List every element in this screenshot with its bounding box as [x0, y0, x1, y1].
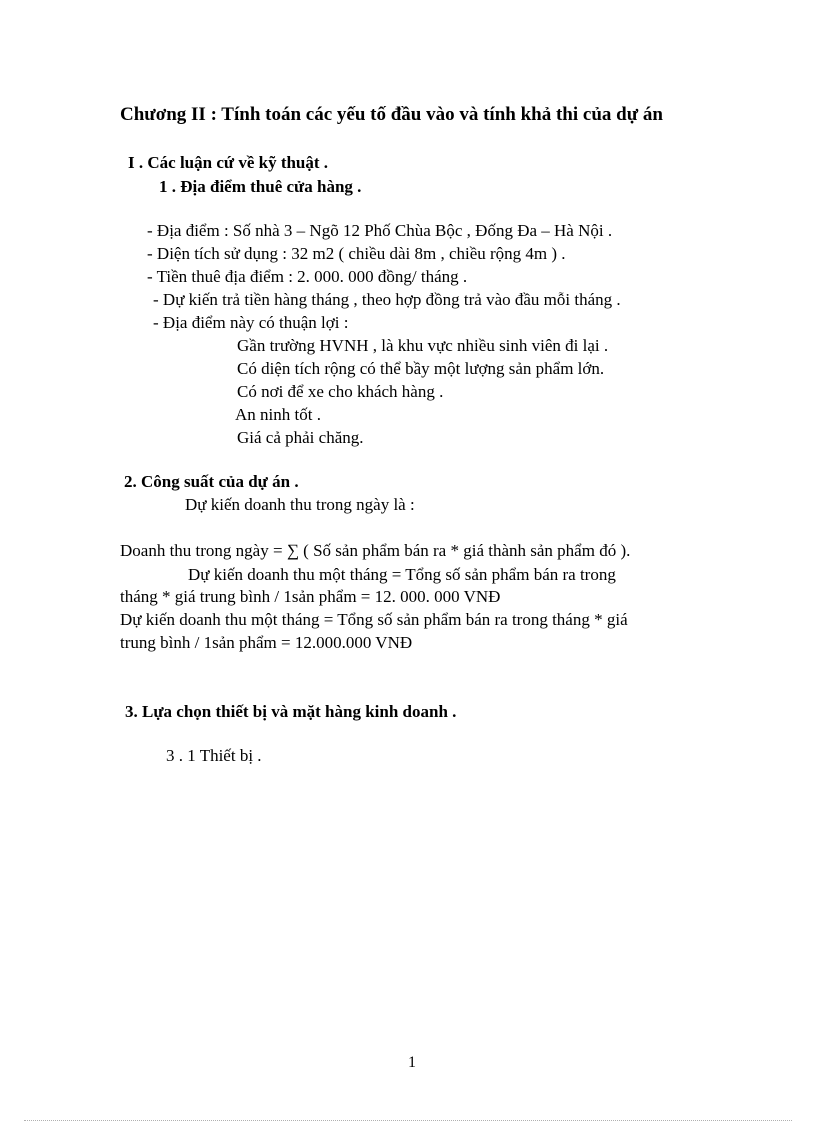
item-payment: - Dự kiến trả tiền hàng tháng , theo hợp đồng trả vào đầu mỗi tháng .	[153, 290, 621, 309]
formula-monthly-revenue-alt-line-1: Dự kiến doanh thu một tháng = Tổng số sản phẩm bán ra trong tháng * giá	[120, 610, 628, 629]
formula-daily-revenue: Doanh thu trong ngày = ∑ ( Số sản phẩm bán ra * giá thành sản phẩm đó ).	[120, 541, 631, 560]
advantage-item: Gần trường HVNH , là khu vực nhiều sinh viên đi lại .	[237, 336, 609, 355]
page-number: 1	[408, 1054, 416, 1071]
advantage-item: Giá cả phải chăng.	[237, 428, 364, 447]
advantage-item: An ninh tốt .	[235, 405, 321, 424]
formula-monthly-revenue-line-2: tháng * giá trung bình / 1sản phẩm = 12. 000. 000 VNĐ	[120, 587, 501, 606]
section-2-intro: Dự kiến doanh thu trong ngày là :	[185, 495, 415, 514]
section-1-heading: I . Các luận cứ về kỹ thuật .	[128, 153, 329, 172]
formula-monthly-revenue-alt-line-2: trung bình / 1sản phẩm = 12.000.000 VNĐ	[120, 633, 413, 652]
section-2-heading: 2. Công suất của dự án .	[124, 472, 299, 491]
item-area: - Diện tích sử dụng : 32 m2 ( chiều dài 8m , chiều rộng 4m ) .	[147, 244, 566, 263]
item-advantages-intro: - Địa điểm này có thuận lợi :	[153, 313, 349, 332]
section-3-heading: 3. Lựa chọn thiết bị và mặt hàng kinh doanh .	[125, 702, 457, 721]
section-1-1-heading: 1 . Địa điểm thuê cửa hàng .	[159, 177, 362, 196]
section-3-1-heading: 3 . 1 Thiết bị .	[166, 746, 262, 765]
advantage-item: Có nơi để xe cho khách hàng .	[237, 382, 444, 401]
advantage-item: Có diện tích rộng có thể bầy một lượng sản phẩm lớn.	[237, 359, 605, 378]
formula-monthly-revenue-line-1: Dự kiến doanh thu một tháng = Tổng số sản phẩm bán ra trong	[188, 565, 616, 584]
item-rent: - Tiền thuê địa điểm : 2. 000. 000 đồng/ tháng .	[147, 267, 468, 286]
chapter-title: Chương II : Tính toán các yếu tố đầu vào và tính khả thi của dự án	[120, 104, 663, 125]
page-bottom-divider	[24, 1120, 792, 1121]
item-location: - Địa điểm : Số nhà 3 – Ngõ 12 Phố Chùa Bộc , Đống Đa – Hà Nội .	[147, 221, 613, 240]
